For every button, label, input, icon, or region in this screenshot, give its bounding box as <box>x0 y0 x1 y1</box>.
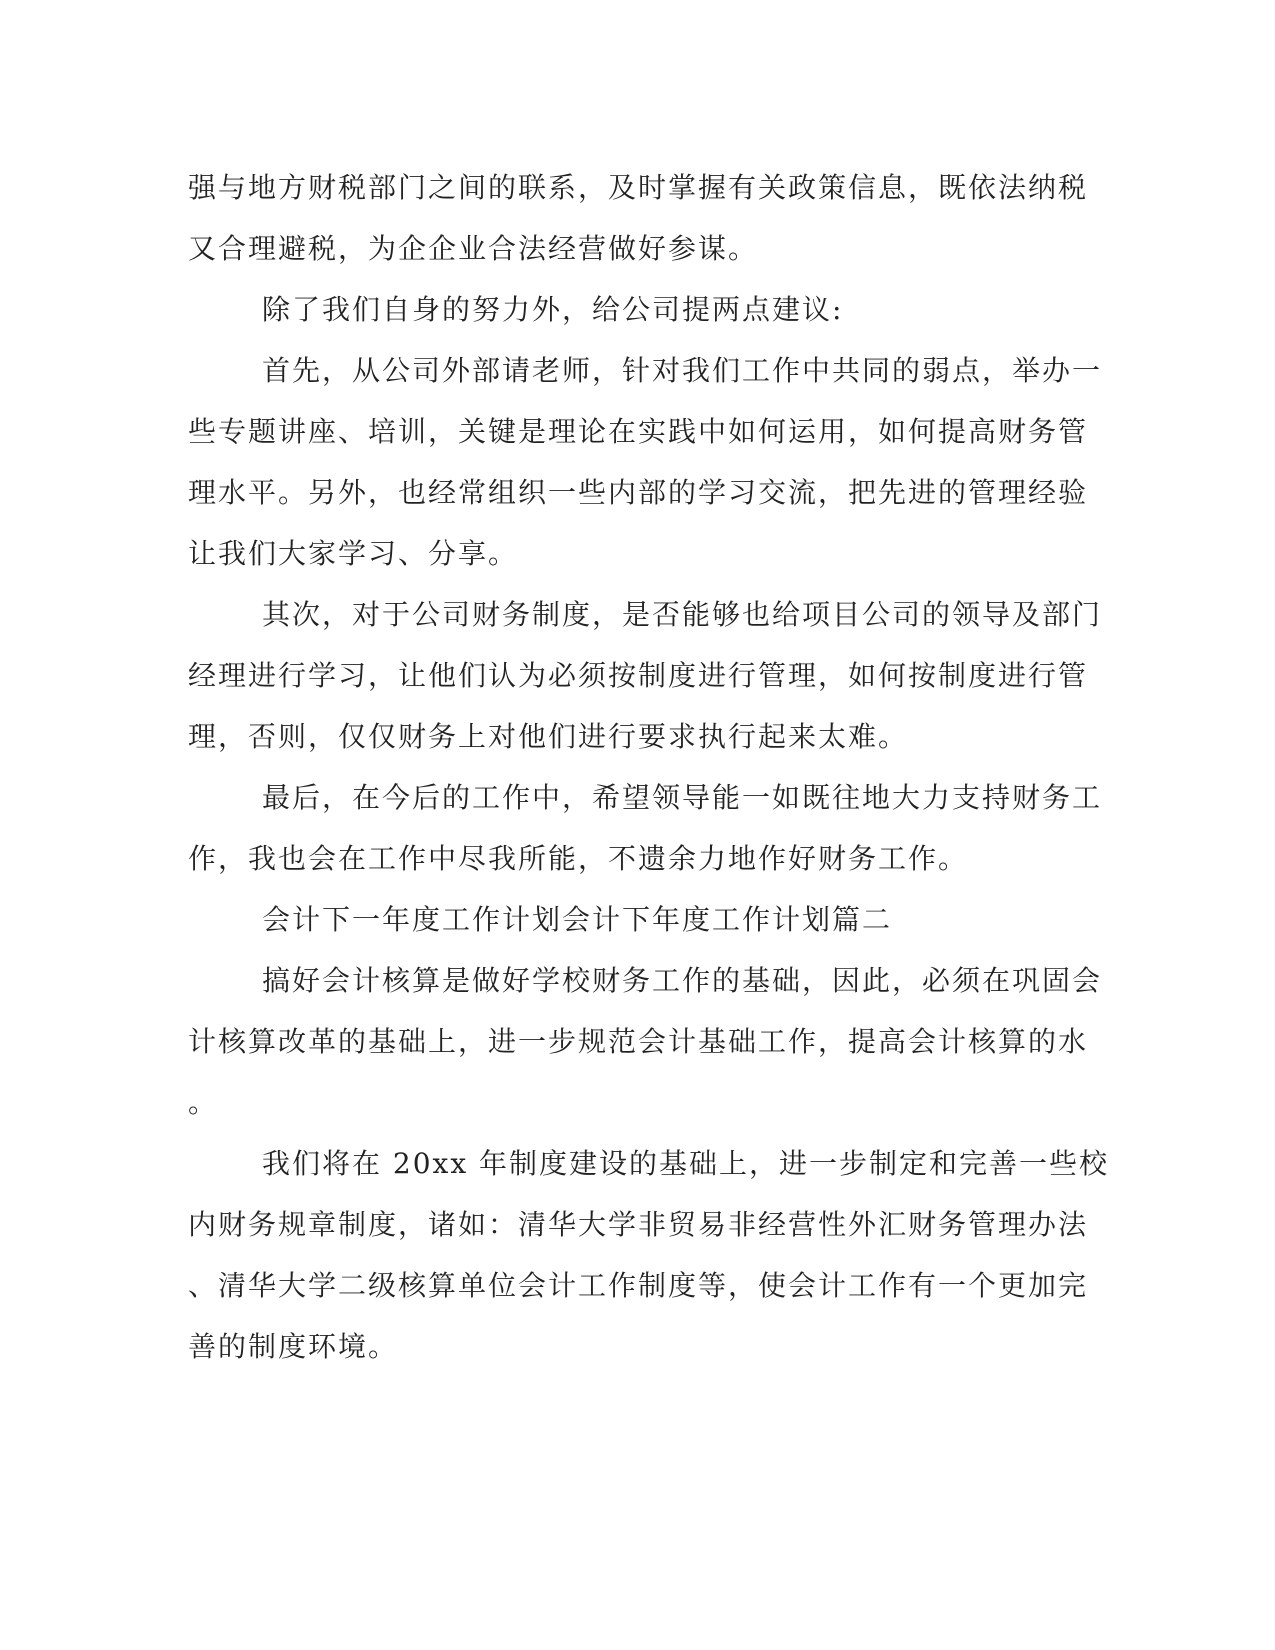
paragraph-2 <box>188 279 1068 340</box>
paragraph-line: 。 <box>188 1086 219 1119</box>
paragraph-line: 些专题讲座、培训，关键是理论在实践中如何运用，如何提高财务管 <box>188 415 1089 448</box>
paragraph-3 <box>188 340 1103 584</box>
paragraph-line: 最后，在今后的工作中，希望领导能一如既往地大力支持财务工 <box>262 781 1103 814</box>
section-heading <box>188 889 1068 950</box>
paragraph-line: 让我们大家学习、分享。 <box>188 537 519 570</box>
paragraph-line: 我们将在 20xx 年制度建设的基础上，进一步制定和完善一些校 <box>262 1147 1110 1180</box>
paragraph-line: 强与地方财税部门之间的联系，及时掌握有关政策信息，既依法纳税 <box>188 171 1089 204</box>
paragraph-line: 作，我也会在工作中尽我所能，不遗余力地作好财务工作。 <box>188 842 969 875</box>
paragraph-line: 理，否则，仅仅财务上对他们进行要求执行起来太难。 <box>188 720 909 753</box>
document-body <box>188 157 1110 1377</box>
paragraph-line: 善的制度环境。 <box>188 1330 399 1363</box>
paragraph-7 <box>188 950 1103 1133</box>
paragraph-1 <box>188 157 1089 279</box>
paragraph-line: 搞好会计核算是做好学校财务工作的基础，因此，必须在巩固会 <box>262 964 1103 997</box>
paragraph-line: 理水平。另外，也经常组织一些内部的学习交流，把先进的管理经验 <box>188 476 1089 509</box>
paragraph-8 <box>188 1133 1110 1377</box>
paragraph-line: 首先，从公司外部请老师，针对我们工作中共同的弱点，举办一 <box>262 354 1103 387</box>
paragraph-line: 又合理避税，为企企业合法经营做好参谋。 <box>188 232 759 265</box>
paragraph-line: 经理进行学习，让他们认为必须按制度进行管理，如何按制度进行管 <box>188 659 1089 692</box>
paragraph-line: 计核算改革的基础上，进一步规范会计基础工作，提高会计核算的水 <box>188 1025 1089 1058</box>
paragraph-line: 、清华大学二级核算单位会计工作制度等，使会计工作有一个更加完 <box>188 1269 1089 1302</box>
paragraph-5 <box>188 767 1103 889</box>
paragraph-4 <box>188 584 1103 767</box>
paragraph-line: 会计下一年度工作计划会计下年度工作计划篇二 <box>262 903 893 936</box>
paragraph-line: 除了我们自身的努力外，给公司提两点建议: <box>262 293 844 326</box>
paragraph-line: 内财务规章制度，诸如：清华大学非贸易非经营性外汇财务管理办法 <box>188 1208 1089 1241</box>
paragraph-line: 其次，对于公司财务制度，是否能够也给项目公司的领导及部门 <box>262 598 1103 631</box>
